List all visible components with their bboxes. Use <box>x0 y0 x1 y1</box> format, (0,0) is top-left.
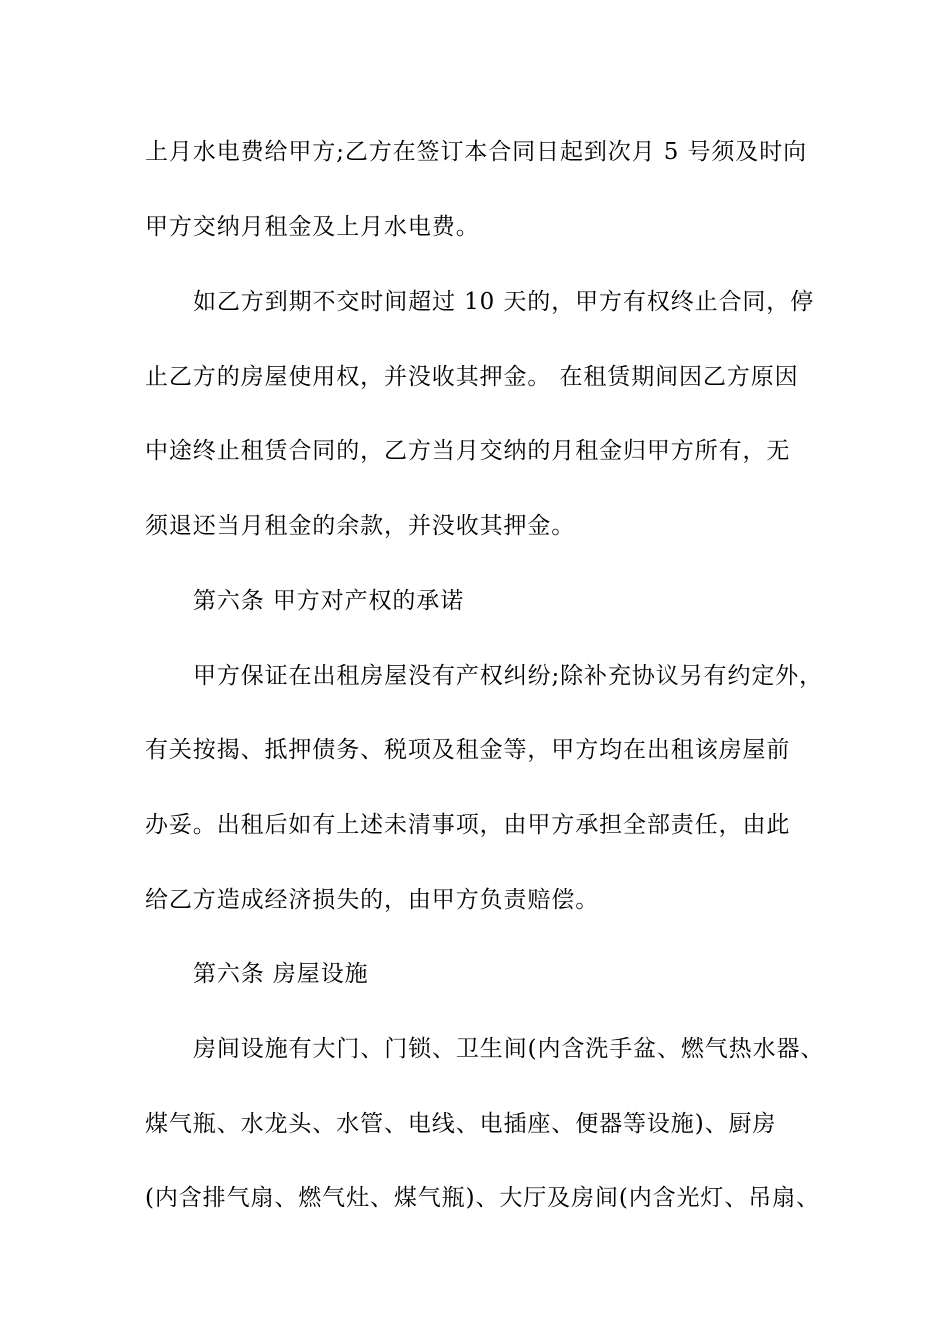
body-text-line: 有关按揭、抵押债务、税项及租金等，甲方均在出租该房屋前 <box>145 737 791 763</box>
body-text-line: 上月水电费给甲方;乙方在签订本合同日起到次月 5 号须及时向 <box>145 139 808 165</box>
body-text-line: 甲方交纳月租金及上月水电费。 <box>145 214 480 240</box>
section-heading: 第六条 房屋设施 <box>193 961 369 987</box>
paragraph-start-line: 甲方保证在出租房屋没有产权纠纷;除补充协议另有约定外， <box>193 663 824 689</box>
section-heading: 第六条 甲方对产权的承诺 <box>193 588 465 614</box>
body-text-line: 止乙方的房屋使用权，并没收其押金。 在租赁期间因乙方原因 <box>145 364 799 390</box>
paragraph-start-line: 如乙方到期不交时间超过 10 天的，甲方有权终止合同，停 <box>193 289 815 315</box>
body-text-line: 给乙方造成经济损失的，由甲方负责赔偿。 <box>145 887 600 913</box>
body-text-line: 中途终止租赁合同的，乙方当月交纳的月租金归甲方所有，无 <box>145 438 791 464</box>
body-text-line: 煤气瓶、水龙头、水管、电线、电插座、便器等设施)、厨房 <box>145 1111 777 1137</box>
body-text-line: 办妥。出租后如有上述未清事项，由甲方承担全部责任，由此 <box>145 812 791 838</box>
body-text-line: 须退还当月租金的余款，并没收其押金。 <box>145 513 576 539</box>
body-text-line: (内含排气扇、燃气灶、煤气瓶)、大厅及房间(内含光灯、吊扇、 <box>145 1185 820 1211</box>
paragraph-start-line: 房间设施有大门、门锁、卫生间(内含洗手盆、燃气热水器、 <box>193 1036 825 1062</box>
